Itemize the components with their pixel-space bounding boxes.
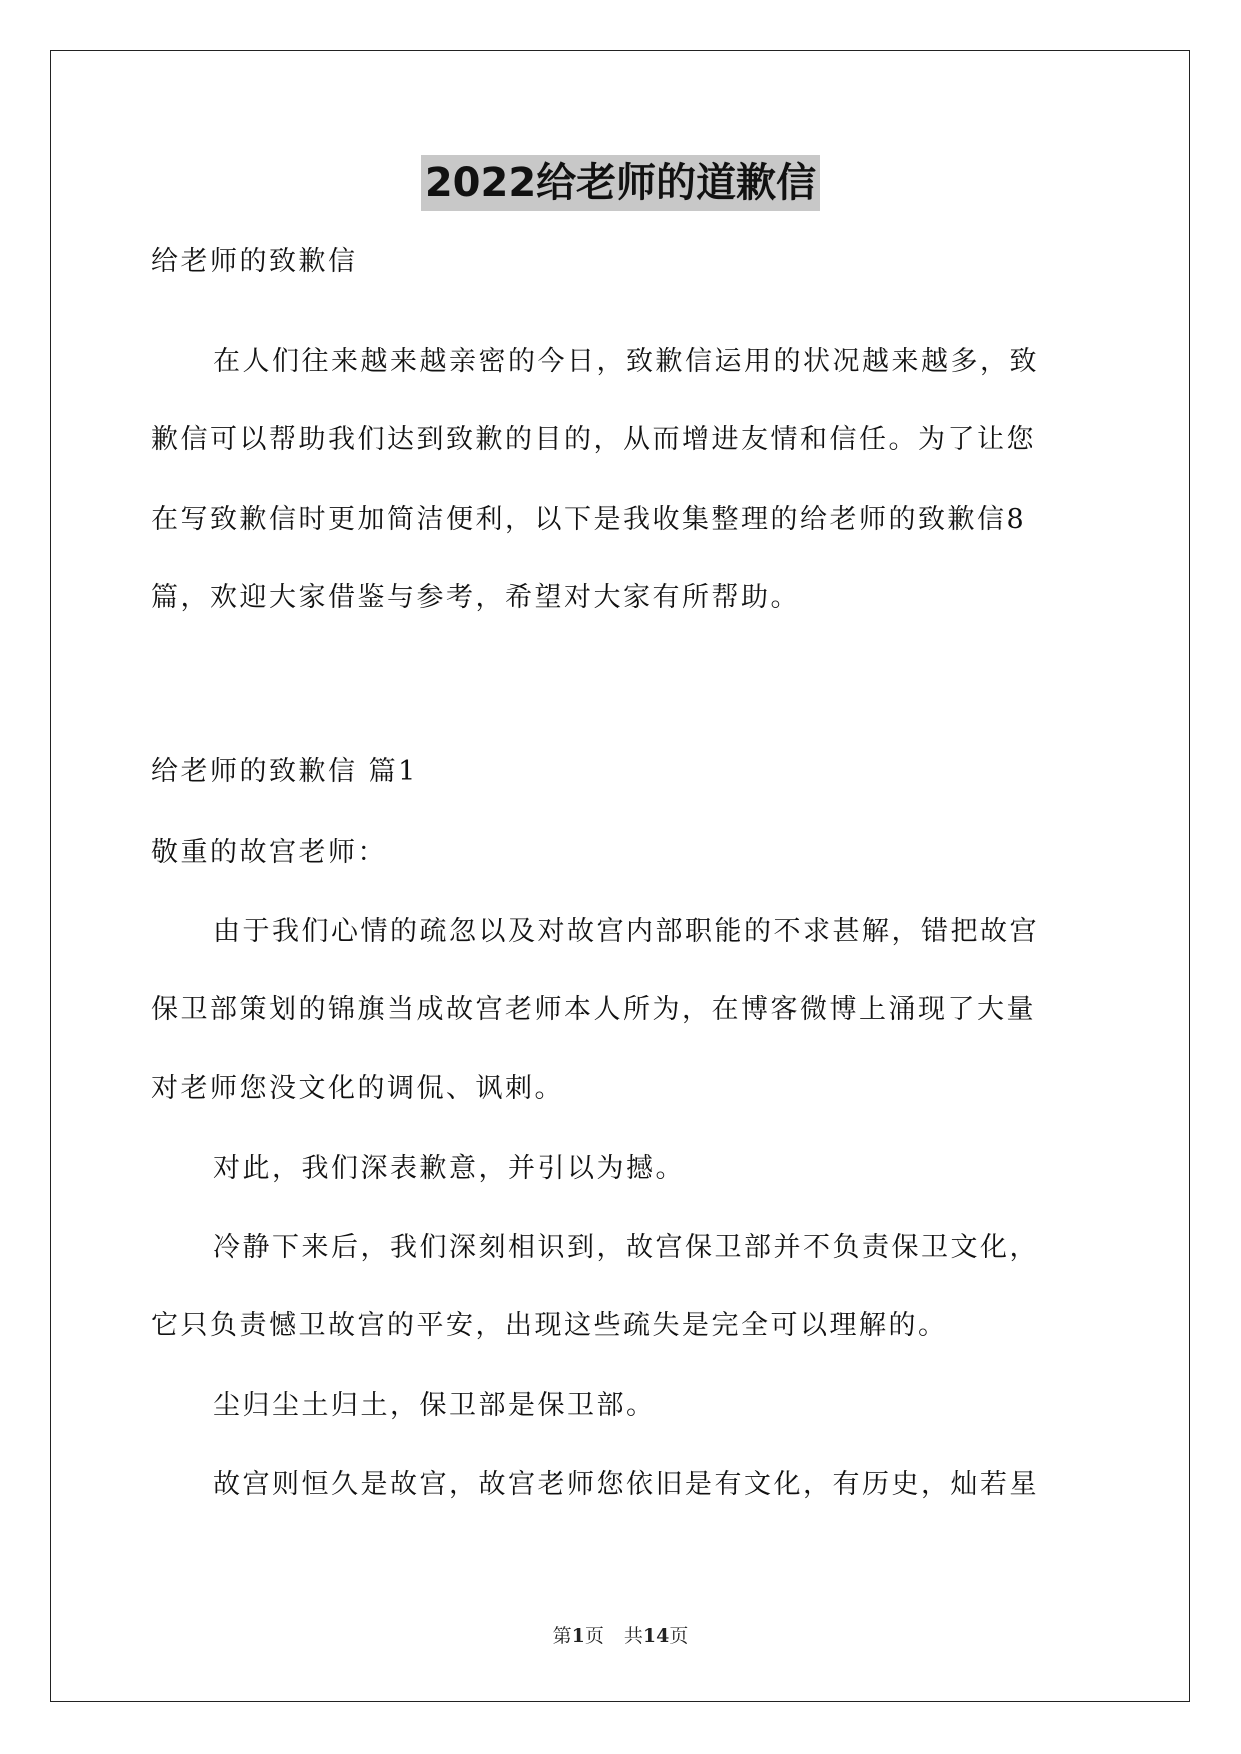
page-border — [50, 50, 1190, 1702]
paragraph-5: 故宫则恒久是故宫，故宫老师您依旧是有文化，有历史，灿若星 — [213, 1469, 1039, 1500]
paragraph-2: 对此，我们深表歉意，并引以为撼。 — [213, 1153, 685, 1184]
page-footer — [0, 1624, 1241, 1648]
intro-line-4: 篇，欢迎大家借鉴与参考，希望对大家有所帮助。 — [151, 582, 800, 613]
paragraph-4: 尘归尘土归土，保卫部是保卫部。 — [213, 1390, 656, 1421]
intro-line-3: 在写致歉信时更加简洁便利，以下是我收集整理的给老师的致歉信8 — [151, 504, 1027, 535]
paragraph-1-line-1: 由于我们心情的疏忽以及对故宫内部职能的不求甚解，错把故宫 — [213, 916, 1039, 947]
paragraph-3-line-2: 它只负责憾卫故宫的平安，出现这些疏失是完全可以理解的。 — [151, 1310, 948, 1341]
footer-total-pages: 14 — [642, 1625, 670, 1647]
paragraph-1-line-2: 保卫部策划的锦旗当成故宫老师本人所为，在博客微博上涌现了大量 — [151, 994, 1036, 1025]
intro-line-2: 歉信可以帮助我们达到致歉的目的，从而增进友情和信任。为了让您 — [151, 424, 1036, 455]
footer-total-prefix: 共 — [623, 1625, 643, 1647]
paragraph-3-line-1: 冷静下来后，我们深刻相识到，故宫保卫部并不负责保卫文化， — [213, 1232, 1039, 1263]
document-title — [0, 155, 1241, 211]
paragraph-1-line-3: 对老师您没文化的调侃、讽刺。 — [151, 1073, 564, 1104]
document-title-text: 2022给老师的道歉信 — [421, 155, 820, 211]
footer-page-number: 1 — [571, 1625, 585, 1647]
section-heading: 给老师的致歉信 篇1 — [151, 756, 418, 787]
intro-line-1: 在人们往来越来越亲密的今日，致歉信运用的状况越来越多，致 — [213, 346, 1039, 377]
intro-heading: 给老师的致歉信 — [151, 246, 358, 277]
salutation: 敬重的故宫老师： — [151, 837, 387, 868]
footer-page-prefix: 第 — [552, 1625, 572, 1647]
footer-page-unit: 页 — [584, 1625, 604, 1647]
footer-total-unit: 页 — [669, 1625, 689, 1647]
